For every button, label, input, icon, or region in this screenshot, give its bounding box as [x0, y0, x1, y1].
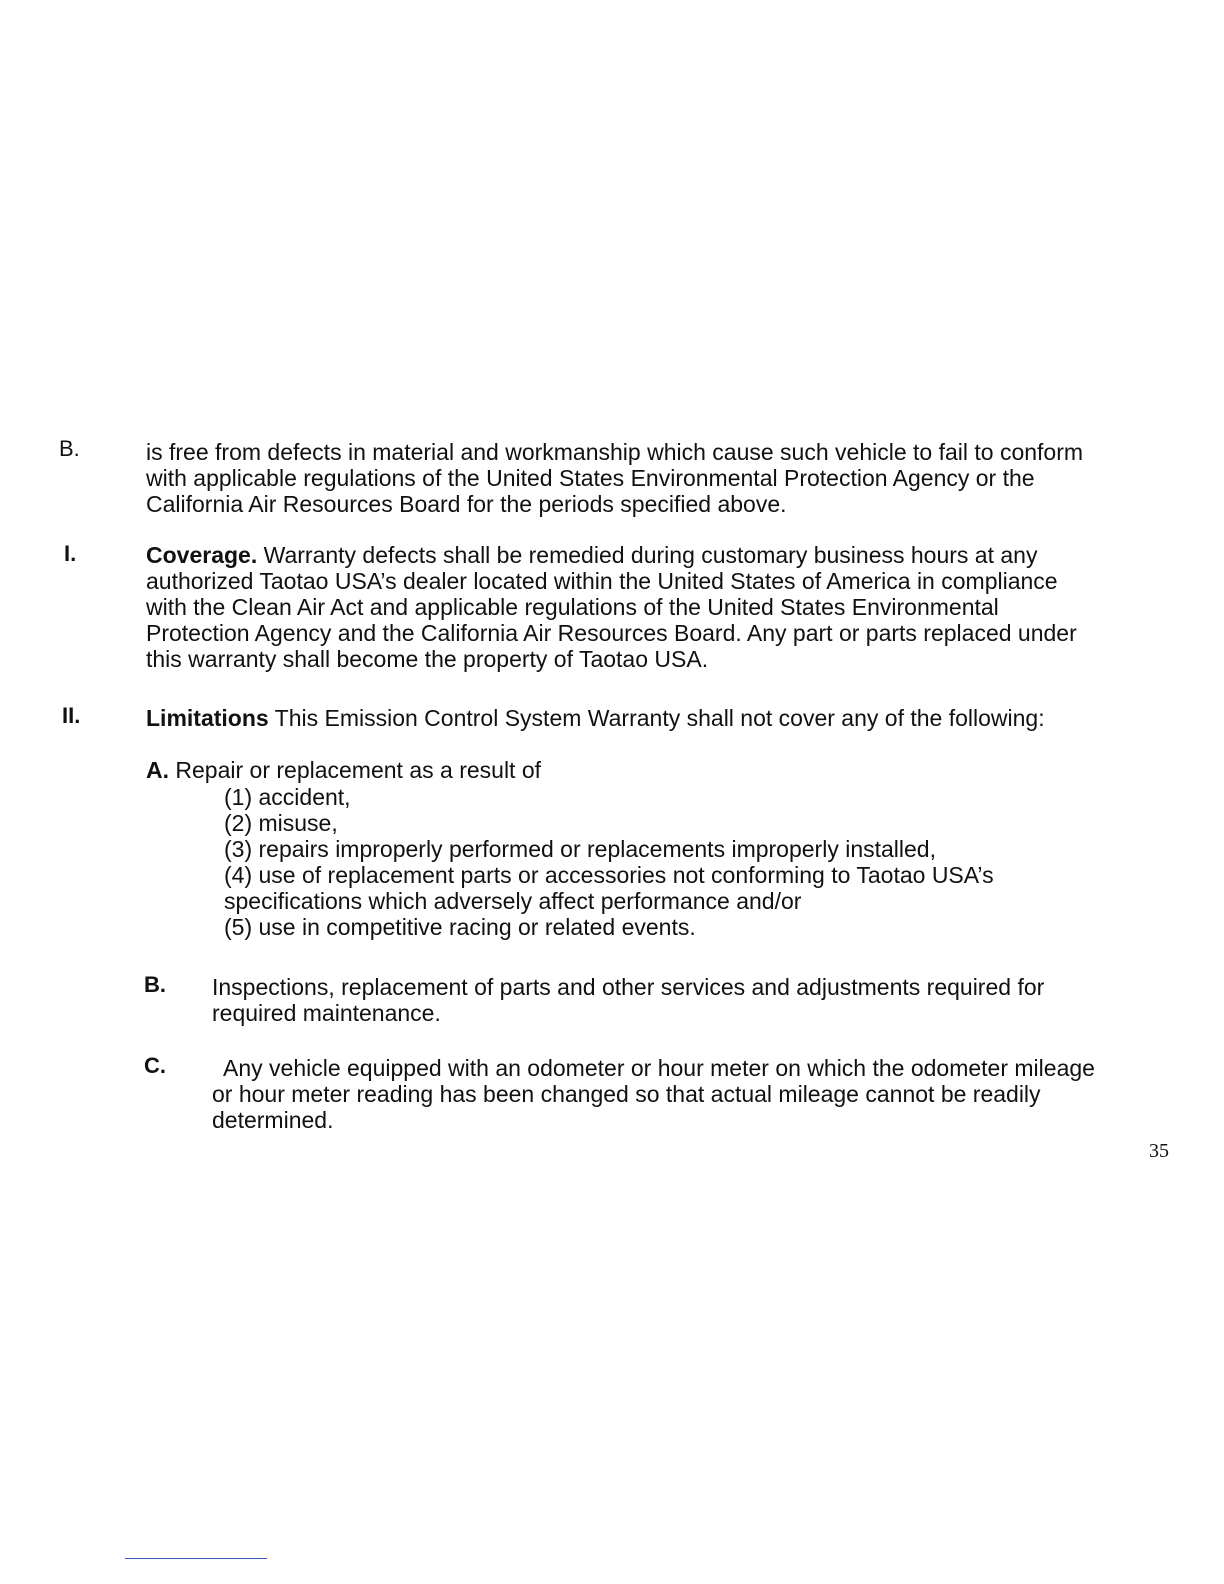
item-a-first-line — [146, 757, 1126, 783]
section-b-text — [146, 439, 1126, 517]
sub-item: (4) use of replacement parts or accessories not conforming to Taotao USA’s — [224, 862, 994, 888]
item-c-line: or hour meter reading has been changed so that actual mileage cannot be readily — [212, 1081, 1041, 1107]
section-b-line: is free from defects in material and workmanship which cause such vehicle to fail to conform — [146, 439, 1084, 465]
sub-item: (1) accident, — [224, 784, 351, 810]
section-ii-text — [146, 705, 1126, 731]
item-b-text — [212, 974, 1192, 1026]
section-b-line: California Air Resources Board for the periods specified above. — [146, 491, 787, 517]
section-b-marker: B. — [59, 436, 80, 461]
item-b-marker: B. — [144, 972, 166, 997]
item-b-line: Inspections, replacement of parts and other services and adjustments required for — [212, 974, 1045, 1000]
sub-item: (3) repairs improperly performed or replacements improperly installed, — [224, 836, 936, 862]
section-i-line: Protection Agency and the California Air Resources Board. Any part or parts replaced under — [146, 620, 1077, 646]
sub-item: (2) misuse, — [224, 810, 338, 836]
sub-item: specifications which adversely affect performance and/or — [224, 888, 802, 914]
section-ii-first-line — [146, 705, 1126, 731]
coverage-first-line-text: Warranty defects shall be remedied during customary business hours at any — [257, 542, 1038, 568]
item-b-line: required maintenance. — [212, 1000, 441, 1026]
coverage-heading: Coverage. — [146, 542, 258, 568]
item-a-intro: Repair or replacement as a result of — [169, 757, 542, 783]
item-c-line: Any vehicle equipped with an odometer or hour meter on which the odometer mileage — [223, 1055, 1095, 1081]
item-c-line: determined. — [212, 1107, 334, 1133]
limitations-heading: Limitations — [146, 705, 269, 731]
item-c-text — [212, 1055, 1192, 1133]
section-i-first-line — [146, 542, 1126, 568]
item-a-text — [146, 757, 1126, 783]
page-number: 35 — [1149, 1140, 1169, 1162]
section-b-line: with applicable regulations of the United States Environmental Protection Agency or the — [146, 465, 1035, 491]
item-a-sub-items — [224, 784, 1204, 940]
footer-divider — [125, 1558, 267, 1559]
section-ii-marker: II. — [62, 703, 81, 728]
item-c-marker: C. — [144, 1053, 166, 1078]
section-i-line: authorized Taotao USA’s dealer located within the United States of America in compliance — [146, 568, 1058, 594]
section-i-marker: I. — [64, 541, 77, 566]
section-i-line: this warranty shall become the property of Taotao USA. — [146, 646, 709, 672]
item-a-marker: A. — [146, 757, 169, 783]
section-i-line: with the Clean Air Act and applicable regulations of the United States Environmental — [146, 594, 999, 620]
limitations-first-line-text: This Emission Control System Warranty shall not cover any of the following: — [268, 705, 1045, 731]
sub-item: (5) use in competitive racing or related events. — [224, 914, 696, 940]
section-i-text — [146, 542, 1126, 672]
